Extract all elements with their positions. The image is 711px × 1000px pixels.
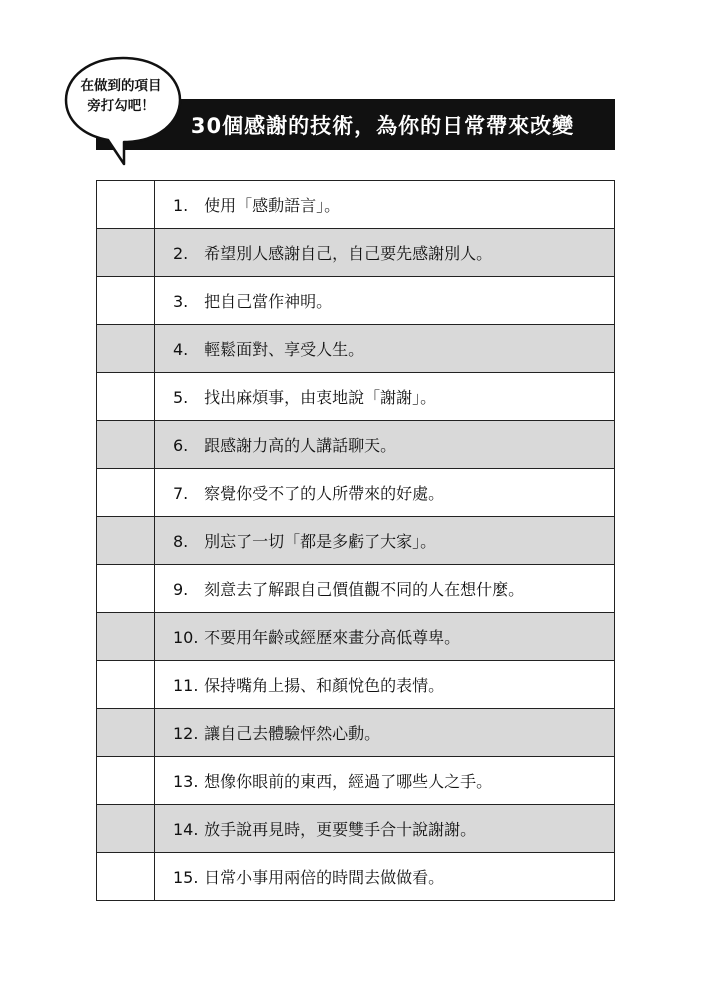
item-number: 10. xyxy=(173,628,199,647)
checklist-row xyxy=(97,853,615,901)
checklist-row xyxy=(97,565,615,613)
item-number: 5. xyxy=(173,388,189,407)
checklist-item xyxy=(155,469,615,517)
checklist-row xyxy=(97,421,615,469)
checkbox-cell[interactable] xyxy=(97,709,155,757)
checklist-table xyxy=(96,180,615,901)
page-title: 30個感謝的技術，為你的日常帶來改變 xyxy=(190,113,575,138)
checkbox-cell[interactable] xyxy=(97,229,155,277)
checklist-item xyxy=(155,613,615,661)
checklist-item xyxy=(155,757,615,805)
checklist-item xyxy=(155,853,615,901)
checklist-item xyxy=(155,277,615,325)
item-text: 別忘了一切「都是多虧了大家」。 xyxy=(204,532,437,551)
item-text: 跟感謝力高的人講話聊天。 xyxy=(204,436,397,455)
item-text: 把自己當作神明。 xyxy=(204,292,333,311)
checklist-item xyxy=(155,565,615,613)
checkbox-cell[interactable] xyxy=(97,421,155,469)
checklist-item xyxy=(155,661,615,709)
item-text: 找出麻煩事，由衷地說「謝謝」。 xyxy=(204,388,437,407)
item-text: 讓自己去體驗怦然心動。 xyxy=(204,724,381,743)
item-number: 1. xyxy=(173,196,189,215)
checklist-item xyxy=(155,229,615,277)
item-number: 3. xyxy=(173,292,189,311)
checkbox-cell[interactable] xyxy=(97,565,155,613)
item-number: 12. xyxy=(173,724,199,743)
item-text: 刻意去了解跟自己價值觀不同的人在想什麼。 xyxy=(204,580,525,599)
item-text: 想像你眼前的東西，經過了哪些人之手。 xyxy=(204,772,493,791)
checklist-row xyxy=(97,805,615,853)
item-text: 不要用年齡或經歷來畫分高低尊卑。 xyxy=(204,628,461,647)
checklist-row xyxy=(97,373,615,421)
checklist-row xyxy=(97,517,615,565)
checklist-item xyxy=(155,517,615,565)
checklist-item xyxy=(155,421,615,469)
checklist-row xyxy=(97,229,615,277)
bubble-line-2: 旁打勾吧！ xyxy=(87,98,155,114)
checklist-row xyxy=(97,181,615,229)
item-number: 6. xyxy=(173,436,189,455)
checkbox-cell[interactable] xyxy=(97,757,155,805)
checkbox-cell[interactable] xyxy=(97,661,155,709)
checkbox-cell[interactable] xyxy=(97,613,155,661)
checklist-item xyxy=(155,325,615,373)
checklist-item xyxy=(155,805,615,853)
item-number: 11. xyxy=(173,676,199,695)
item-text: 使用「感動語言」。 xyxy=(204,196,341,215)
checklist-row xyxy=(97,469,615,517)
speech-bubble-text xyxy=(66,76,176,116)
checkbox-cell[interactable] xyxy=(97,805,155,853)
checklist-item xyxy=(155,373,615,421)
item-number: 15. xyxy=(173,868,199,887)
checklist-row xyxy=(97,325,615,373)
item-number: 4. xyxy=(173,340,189,359)
checklist-row xyxy=(97,757,615,805)
checkbox-cell[interactable] xyxy=(97,277,155,325)
checklist-item xyxy=(155,709,615,757)
item-text: 察覺你受不了的人所帶來的好處。 xyxy=(204,484,445,503)
checklist-row xyxy=(97,661,615,709)
item-text: 希望別人感謝自己，自己要先感謝別人。 xyxy=(204,244,493,263)
checkbox-cell[interactable] xyxy=(97,853,155,901)
item-text: 日常小事用兩倍的時間去做做看。 xyxy=(204,868,445,887)
checkbox-cell[interactable] xyxy=(97,469,155,517)
checkbox-cell[interactable] xyxy=(97,517,155,565)
item-text: 放手說再見時，更要雙手合十說謝謝。 xyxy=(204,820,477,839)
checklist-row xyxy=(97,709,615,757)
checkbox-cell[interactable] xyxy=(97,325,155,373)
checklist-item xyxy=(155,181,615,229)
item-number: 7. xyxy=(173,484,189,503)
item-number: 13. xyxy=(173,772,199,791)
checklist-row xyxy=(97,613,615,661)
checklist-row xyxy=(97,277,615,325)
item-number: 2. xyxy=(173,244,189,263)
item-number: 9. xyxy=(173,580,189,599)
bubble-line-1: 在做到的項目 xyxy=(80,78,162,94)
item-text: 輕鬆面對、享受人生。 xyxy=(204,340,365,359)
item-text: 保持嘴角上揚、和顏悅色的表情。 xyxy=(204,676,445,695)
checkbox-cell[interactable] xyxy=(97,373,155,421)
checkbox-cell[interactable] xyxy=(97,181,155,229)
item-number: 14. xyxy=(173,820,199,839)
item-number: 8. xyxy=(173,532,189,551)
